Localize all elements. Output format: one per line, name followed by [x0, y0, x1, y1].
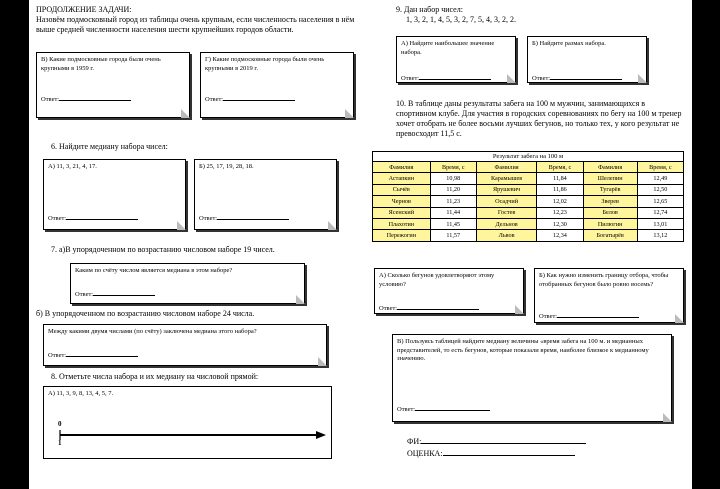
- task9-title: 9. Дан набор чисел:: [396, 5, 463, 14]
- task10-box-b: [534, 268, 684, 323]
- results-table-body: [373, 173, 684, 241]
- task7-b-title: б) В упорядоченном по возрастанию числовом наборе 24 числа.: [36, 309, 255, 318]
- runner-time-cell: 12,65: [637, 196, 683, 207]
- task9-b-text: Б) Найдите размах набора.: [532, 40, 606, 47]
- runner-time-cell: 10,98: [430, 173, 476, 184]
- question-v-text: В) Какие подмосковные города были очень крупными в 1959 г.: [41, 56, 161, 72]
- runner-time-cell: 12,74: [637, 207, 683, 218]
- runner-time-cell: 11,20: [430, 184, 476, 195]
- results-table-caption: Результат забега на 100 м: [372, 151, 684, 161]
- runner-time-cell: 11,45: [430, 218, 476, 229]
- page-fold-icon: [663, 413, 672, 422]
- page-fold-icon: [296, 295, 305, 304]
- task10-box-v: [392, 334, 672, 422]
- runner-name-cell: Зверев: [583, 196, 637, 207]
- task9-answer-b[interactable]: Ответ:: [532, 72, 622, 83]
- runner-time-cell: 11,84: [537, 173, 583, 184]
- table-row: [373, 218, 684, 229]
- task10-text: 10. В таблице даны результаты забега на 100 м мужчин, занимающихся в спортивном клубе. Для участия в городских соревнованиях по бегу на 100 м тренер хочет отобрать не более восьми лучших бегунов, но только тех, у кого результат не превосходит 11,5 с.: [396, 99, 682, 138]
- runner-time-cell: 12,02: [537, 196, 583, 207]
- task10-box-a: [374, 268, 524, 314]
- runner-name-cell: Гостев: [476, 207, 537, 218]
- runner-time-cell: 11,44: [430, 207, 476, 218]
- grade-field[interactable]: ОЦЕНКА:: [407, 448, 575, 459]
- page-fold-icon: [318, 357, 327, 366]
- page-fold-icon: [328, 221, 337, 230]
- task10-v-text: В) Пользуясь таблицей найдите медиану величины «время забега на 100 м. и медианных представителей, то есть бегунов, которые показали время, наиболее близкое к медианному значению.: [397, 338, 649, 362]
- question-box-v: [36, 52, 190, 118]
- runner-time-cell: 13,01: [637, 218, 683, 229]
- results-header-cell: Время, с: [430, 162, 476, 173]
- task6-a-text: А) 11, 3, 21, 4, 17.: [48, 163, 97, 170]
- runner-name-cell: Карамышев: [476, 173, 537, 184]
- results-table: [372, 151, 684, 242]
- results-table-header-row: [373, 162, 684, 173]
- runner-name-cell: Шелепин: [583, 173, 637, 184]
- task8-set: А) 11, 3, 9, 8, 13, 4, 5, 7.: [48, 390, 114, 397]
- runner-time-cell: 12,49: [637, 173, 683, 184]
- page-fold-icon: [515, 305, 524, 314]
- task9-a-text: А) Найдите наибольшее значение набора.: [401, 40, 495, 56]
- answer-g[interactable]: Ответ:: [205, 93, 295, 104]
- task6-b-text: Б) 25, 17, 19, 28, 18.: [199, 163, 254, 170]
- task6-title: 6. Найдите медиану набора чисел:: [51, 142, 168, 151]
- table-row: [373, 173, 684, 184]
- task9-box-b: [527, 36, 647, 83]
- task10-answer-v[interactable]: Ответ:: [397, 403, 490, 414]
- task10-answer-b[interactable]: Ответ:: [539, 310, 639, 321]
- task7-box-b: [43, 324, 327, 366]
- answer-v[interactable]: Ответ:: [41, 93, 131, 104]
- runner-time-cell: 13,12: [637, 230, 683, 241]
- page-fold-icon: [177, 221, 186, 230]
- runner-name-cell: Астапкин: [373, 173, 431, 184]
- runner-name-cell: Дельнов: [476, 218, 537, 229]
- runner-name-cell: Плахотин: [373, 218, 431, 229]
- page-fold-icon: [181, 109, 190, 118]
- runner-time-cell: 11,23: [430, 196, 476, 207]
- table-row: [373, 230, 684, 241]
- runner-name-cell: Пилюгин: [583, 218, 637, 229]
- runner-time-cell: 11,57: [430, 230, 476, 241]
- runner-name-cell: Ярушевич: [476, 184, 537, 195]
- runner-name-cell: Ясенский: [373, 207, 431, 218]
- runner-name-cell: Осадчий: [476, 196, 537, 207]
- task8-title: 8. Отметьте числа набора и их медиану на числовой прямой:: [51, 372, 259, 381]
- task7-answer-a[interactable]: Ответ:: [75, 288, 155, 299]
- task10-a-text: А) Сколько бегунов удовлетворяют этому условию?: [379, 272, 495, 288]
- task7-a-question: Каким по счёту числом является медиана в этом наборе?: [75, 267, 233, 274]
- results-header-cell: Фамилия: [583, 162, 637, 173]
- name-field[interactable]: ФИ:: [407, 436, 586, 447]
- task6-box-a: [43, 159, 186, 230]
- table-row: [373, 207, 684, 218]
- runner-time-cell: 12,34: [537, 230, 583, 241]
- runner-name-cell: Богатырёв: [583, 230, 637, 241]
- table-row: [373, 196, 684, 207]
- runner-name-cell: Пережогин: [373, 230, 431, 241]
- results-header-cell: Фамилия: [373, 162, 431, 173]
- number-line-one-label: 1: [58, 439, 62, 447]
- results-header-cell: Время, с: [537, 162, 583, 173]
- page-fold-icon: [638, 74, 647, 83]
- runner-name-cell: Тугарёв: [583, 184, 637, 195]
- task9-answer-a[interactable]: Ответ:: [401, 72, 491, 83]
- runner-time-cell: 11,86: [537, 184, 583, 195]
- task6-answer-b[interactable]: Ответ:: [199, 212, 289, 223]
- runner-name-cell: Сычёв: [373, 184, 431, 195]
- task7-box-a: [70, 263, 305, 304]
- task9-numbers: 1, 3, 2, 1, 4, 5, 3, 2, 7, 5, 4, 3, 2, 2.: [406, 15, 516, 24]
- task10-answer-a[interactable]: Ответ:: [379, 302, 479, 313]
- number-line-zero-label: 0: [58, 420, 62, 428]
- results-header-cell: Время, с: [637, 162, 683, 173]
- runner-name-cell: Львов: [476, 230, 537, 241]
- task9-box-a: [396, 36, 516, 83]
- task7-b-question: Между какими двумя числами (по счёту) заключена медиана этого набора?: [48, 328, 257, 335]
- runner-name-cell: Белов: [583, 207, 637, 218]
- task6-box-b: [194, 159, 337, 230]
- page-fold-icon: [345, 109, 354, 118]
- number-line-arrow-icon: [316, 431, 326, 439]
- task10-b-text: Б) Как нужно изменить границу отбора, чтобы отобранных бегунов было ровно восемь?: [539, 272, 669, 288]
- task6-answer-a[interactable]: Ответ:: [48, 212, 138, 223]
- task8-box: [43, 386, 332, 459]
- runner-time-cell: 12,30: [537, 218, 583, 229]
- page-fold-icon: [675, 314, 684, 323]
- question-g-text: Г) Какие подмосковные города были очень крупными в 2019 г.: [205, 56, 325, 72]
- runner-time-cell: 12,23: [537, 207, 583, 218]
- worksheet-title: ПРОДОЛЖЕНИЕ ЗАДАЧИ:: [36, 5, 132, 14]
- runner-time-cell: 12,50: [637, 184, 683, 195]
- table-row: [373, 184, 684, 195]
- question-box-g: [200, 52, 354, 118]
- results-header-cell: Фамилия: [476, 162, 537, 173]
- task7-title: 7. а)В упорядоченном по возрастанию числовом наборе 19 чисел.: [51, 245, 275, 254]
- page-fold-icon: [507, 74, 516, 83]
- intro-text: Назовём подмосковный город из таблицы очень крупным, если численность населения в нём выше средней численности населения шести крупнейших городов области.: [36, 15, 355, 34]
- number-line[interactable]: [54, 423, 329, 447]
- runner-name-cell: Чернов: [373, 196, 431, 207]
- task7-answer-b[interactable]: Ответ:: [48, 349, 138, 360]
- worksheet-page: [29, 0, 692, 489]
